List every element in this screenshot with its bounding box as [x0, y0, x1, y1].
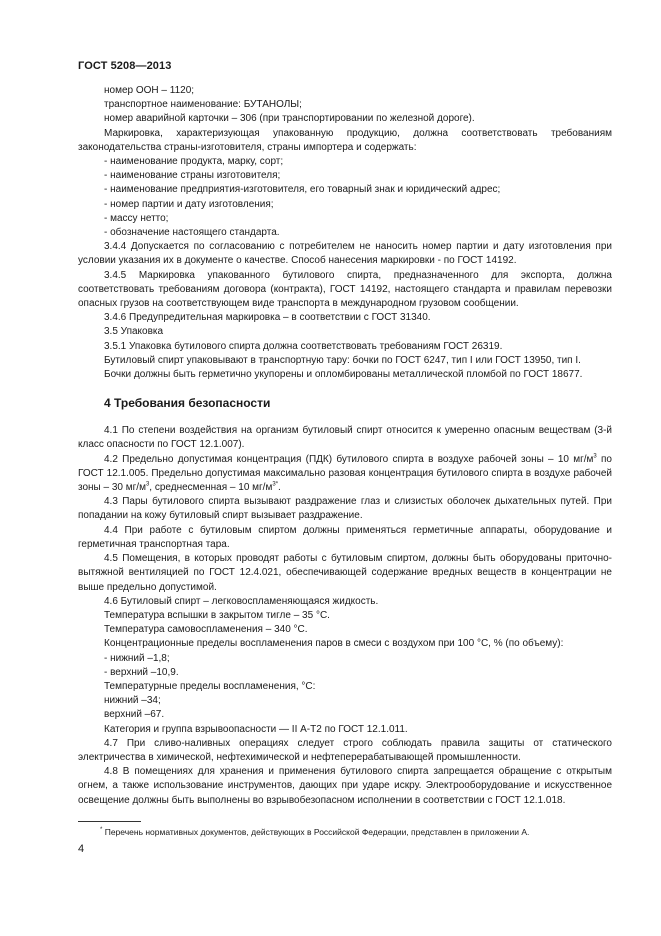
paragraph-4-8: 4.8 В помещениях для хранения и применения бутилового спирта запрещается обращение с открытым огнем, а также использование инструментов, дающих при ударе искру. Электрооборудование и искусственное освещение должны быть выполнены во взрывобезопасном исполнении в соответствии с ГОСТ 12.1.018. — [78, 766, 612, 806]
text-span: по ГОСТ 12.1.005. Предельно допустимая максимально разовая концентрация бутилового спирта в воздухе рабочей зоны – 30 мг/м — [78, 453, 612, 494]
text-line: Температурные пределы воспламенения, °С: — [104, 680, 316, 692]
paragraph-3-4-4: 3.4.4 Допускается по согласованию с потребителем не наносить номер партии и дату изготовления при условии указания их в документе о качестве. Способ нанесения маркировки - по ГОСТ 14192. — [78, 241, 612, 267]
paragraph-4-1: 4.1 По степени воздействия на организм бутиловый спирт относится к умеренно опасным веществам (3-й класс опасности по ГОСТ 12.1.007). — [78, 425, 612, 451]
footnote — [100, 827, 620, 838]
text-line: номер ООН – 1120; — [104, 85, 195, 96]
paragraph-4-4: 4.4 При работе с бутиловым спиртом должны применяться герметичные аппараты, оборудование и герметичная транспортная тара. — [78, 524, 612, 550]
text-line: Температура вспышки в закрытом тигле – 35 °С. — [104, 609, 330, 621]
paragraph-3-5-1: 3.5.1 Упаковка бутилового спирта должна соответствовать требованиям ГОСТ 26319. — [104, 340, 503, 352]
footnote-divider — [78, 821, 141, 822]
section-title: 4 Требования безопасности — [104, 396, 271, 411]
subsection-3-5: 3.5 Упаковка — [104, 326, 164, 338]
paragraph-3-4-5: 3.4.5 Маркировка упакованного бутилового спирта, предназначенного для экспорта, должна соответствовать требованиям договора (контракта), ГОСТ 14192, настоящего стандарта и правилам перевозки опасных грузов на соответствующем виде транспорта в международном грузовом сообщении. — [78, 269, 612, 310]
footnote-mark: * — [100, 827, 103, 834]
footnote-ref: * — [275, 481, 279, 488]
paragraph-3-4-6: 3.4.6 Предупредительная маркировка – в соответствии с ГОСТ 31340. — [104, 312, 431, 324]
document-header: ГОСТ 5208—2013 — [78, 60, 172, 72]
paragraph: Бочки должны быть герметично укупорены и опломбированы металлической пломбой по ГОСТ 18677. — [104, 369, 583, 381]
text-span: . — [278, 482, 281, 494]
list-item: - наименование предприятия-изготовителя, его товарный знак и юридический адрес; — [104, 184, 501, 196]
text-line: верхний –67. — [104, 709, 165, 721]
text-span: 4.2 Предельно допустимая концентрация (ПДК) бутилового спирта в воздухе рабочей зоны – 10 мг/м — [104, 453, 594, 465]
list-item: - верхний –10,9. — [104, 666, 179, 678]
list-item: - нижний –1,8; — [104, 652, 170, 664]
text-line: номер аварийной карточки – 306 (при транспортировании по железной дороге). — [104, 113, 475, 125]
superscript: 3 — [145, 481, 150, 488]
page-number: 4 — [78, 843, 85, 855]
paragraph-4-6: 4.6 Бутиловый спирт – легковоспламеняющаяся жидкость. — [104, 595, 379, 607]
paragraph-4-2 — [78, 453, 612, 496]
list-item: - наименование продукта, марку, сорт; — [104, 156, 284, 168]
text-line: нижний –34; — [104, 695, 161, 707]
text-line: Категория и группа взрывоопасности — II А-Т2 по ГОСТ 12.1.011. — [104, 723, 408, 735]
list-item: - обозначение настоящего стандарта. — [104, 227, 280, 239]
paragraph: Маркировка, характеризующая упакованную продукцию, должна соответствовать требованиям законодательства страны-изготовителя, страны импортера и содержать: — [78, 127, 612, 153]
paragraph-4-3: 4.3 Пары бутилового спирта вызывают раздражение глаз и слизистых оболочек дыхательных путей. При попадании на кожу бутиловый спирт вызывает раздражение. — [78, 496, 612, 522]
text-line: Температура самовоспламенения – 340 °С. — [104, 624, 308, 636]
text-line: Концентрационные пределы воспламенения паров в смеси с воздухом при 100 °С, % (по объему): — [104, 638, 564, 650]
list-item: - номер партии и дату изготовления; — [104, 198, 274, 210]
superscript: 3 — [593, 453, 597, 460]
footnote-text: Перечень нормативных документов, действующих в Российской Федерации, представлен в приложении А. — [102, 827, 530, 837]
document-body — [78, 84, 612, 808]
list-item: - массу нетто; — [104, 212, 169, 224]
text-line: транспортное наименование: БУТАНОЛЫ; — [104, 99, 302, 111]
paragraph: Бутиловый спирт упаковывают в транспортную тару: бочки по ГОСТ 6247, тип I или ГОСТ 13950, тип I. — [104, 354, 581, 366]
list-item: - наименование страны изготовителя; — [104, 170, 281, 182]
superscript: 3 — [272, 481, 276, 488]
text-span: , среднесменная – 10 мг/м — [149, 482, 273, 494]
paragraph-4-5: 4.5 Помещения, в которых проводят работы с бутиловым спиртом, должны быть оборудованы приточно-вытяжной вентиляцией по ГОСТ 12.4.021, обеспечивающей содержание вредных веществ в концентрации не выше предельно допустимой. — [78, 553, 612, 593]
paragraph-4-7: 4.7 При сливо-наливных операциях следует строго соблюдать правила защиты от статического электричества в химической, нефтехимической и нефтеперерабатывающей промышленности. — [78, 737, 612, 763]
